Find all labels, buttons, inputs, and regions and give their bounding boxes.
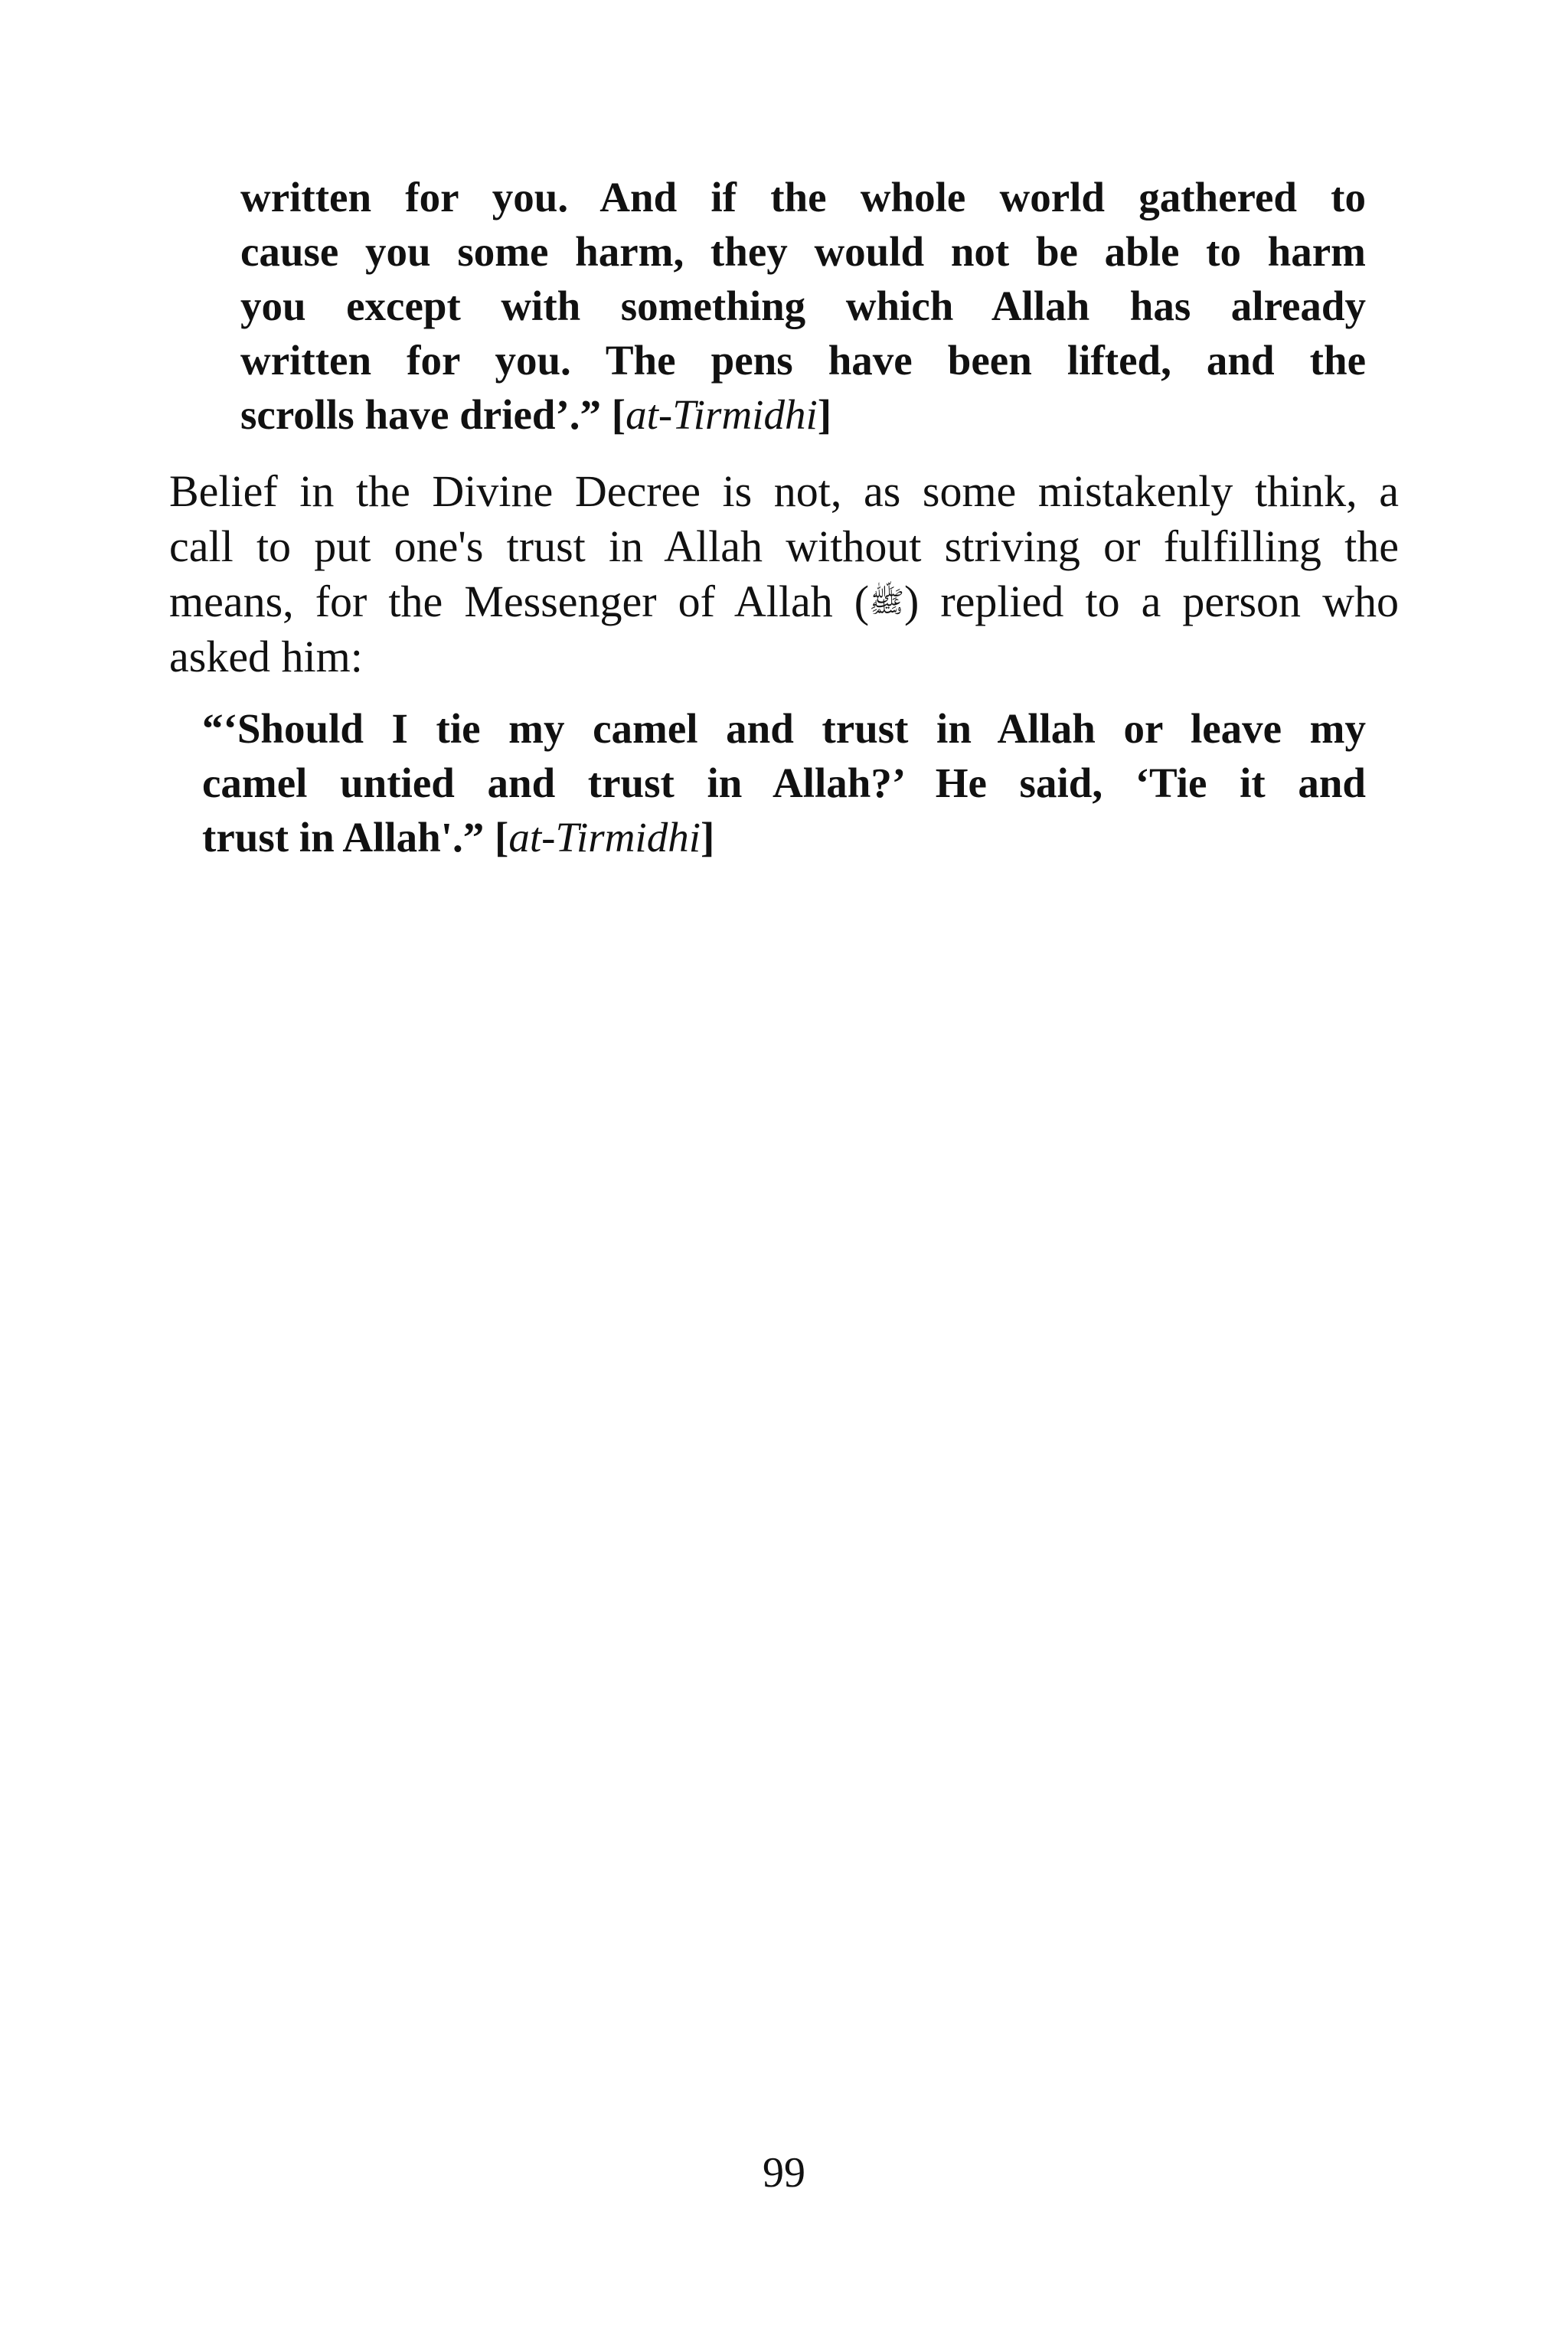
paragraph-line: Belief in the Divine Decree is not, as some mistakenly think, a (169, 466, 1399, 516)
paragraph-line (169, 574, 1399, 629)
hadith-quote-block (240, 170, 1366, 442)
quote-line: cause you some harm, they would not be able to harm (240, 228, 1366, 275)
quote-line: written for you. And if the whole world gathered to (240, 174, 1366, 220)
quote-line: you except with something which Allah has already (240, 283, 1366, 329)
quote-line: written for you. The pens have been lifted, and the (240, 337, 1366, 384)
paragraph-text: ) replied to a person who (903, 577, 1400, 626)
citation-open-bracket: [ (611, 391, 626, 438)
citation-close-bracket: ] (700, 814, 715, 861)
quote-line-text: trust in Allah'.” (202, 814, 495, 861)
quote-line: camel untied and trust in Allah?’ He said, ‘Tie it and (202, 760, 1366, 806)
quote-line: “‘Should I tie my camel and trust in Allah or leave my (202, 705, 1366, 752)
body-paragraph (169, 464, 1399, 684)
page-number: 99 (763, 2149, 805, 2197)
paragraph-line: call to put one's trust in Allah without striving or fulfilling the (169, 521, 1399, 571)
citation-open-bracket: [ (495, 814, 509, 861)
quote-line-text: scrolls have dried’.” (240, 391, 612, 438)
paragraph-text: means, for the Messenger of Allah ( (169, 577, 870, 626)
citation-source: at-Tirmidhi (626, 391, 818, 438)
citation-source: at-Tirmidhi (508, 814, 701, 861)
quote-last-line (202, 810, 1366, 864)
paragraph-line: asked him: (169, 632, 363, 681)
citation-close-bracket: ] (817, 391, 832, 438)
quote-last-line (240, 387, 1366, 442)
honorific-glyph: ﷺ (869, 585, 904, 619)
hadith-quote-block (202, 701, 1366, 864)
